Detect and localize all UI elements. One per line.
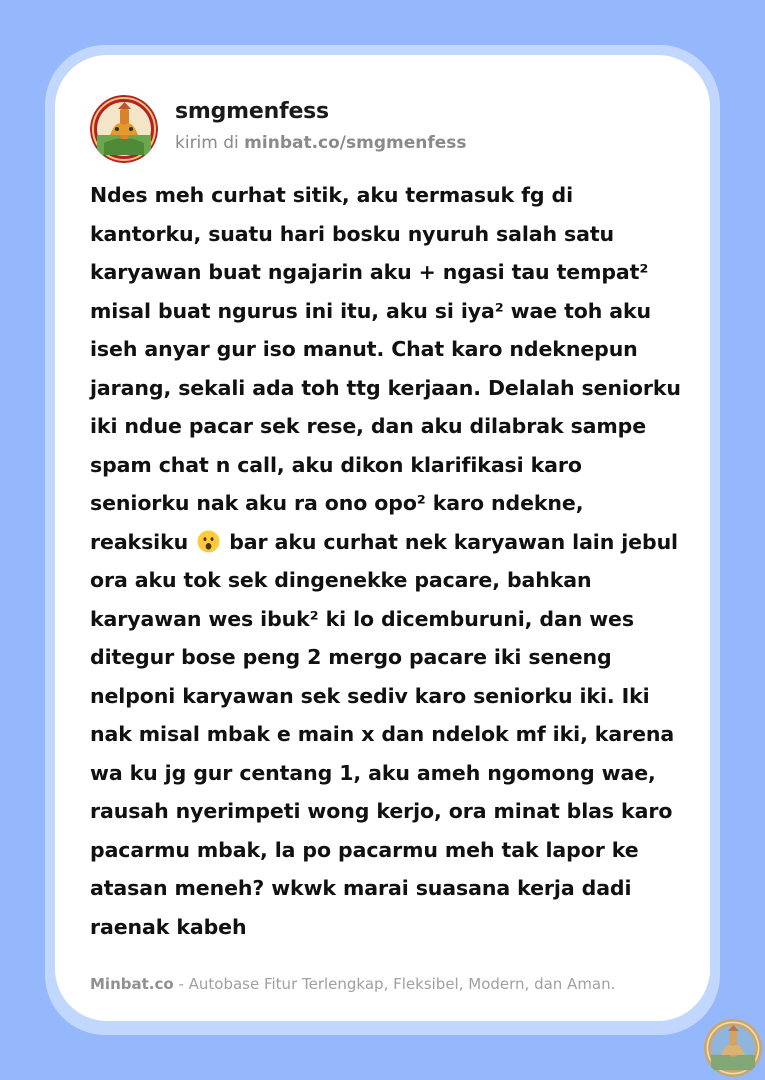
message-line: pacarmu mbak, la po pacarmu meh tak lapor ke <box>90 837 639 862</box>
message-line: nelponi karyawan sek sediv karo seniorku iki. Iki <box>90 683 650 708</box>
message-line: rausah nyerimpeti wong kerjo, ora minat blas karo <box>90 799 673 823</box>
message-line: ditegur bose peng 2 mergo pacare iki seneng <box>90 645 612 669</box>
message-line: wa ku jg gur centang 1, aku ameh ngomong wae, <box>90 760 656 785</box>
menfess-message <box>90 176 685 946</box>
minbat-link[interactable]: minbat.co/smgmenfess <box>244 133 467 153</box>
frowning-open-mouth-emoji <box>197 527 220 550</box>
message-line: spam chat n call, aku dikon klarifikasi karo <box>90 452 582 477</box>
footer-brand[interactable]: Minbat.co <box>90 975 174 993</box>
message-line: karyawan buat ngajarin aku + ngasi tau tempat² <box>90 260 649 284</box>
message-line: kantorku, suatu hari bosku nyuruh salah satu <box>90 221 615 246</box>
logo-watermark-icon <box>704 1019 762 1077</box>
message-line: ora aku tok sek dingenekke pacare, bahkan <box>90 568 592 592</box>
message-line: seniorku nak aku ra ono opo² karo ndekne, <box>90 491 584 515</box>
message-line-with-emoji <box>90 523 685 562</box>
message-line: misal buat ngurus ini itu, aku si iya² wae toh aku <box>90 298 652 323</box>
send-via-prefix: kirim di <box>175 133 245 153</box>
message-text: reaksiku <box>90 529 196 554</box>
message-line: nak misal mbak e main x dan ndelok mf iki, karena <box>90 722 675 746</box>
message-line: raenak kabeh <box>90 914 247 939</box>
send-via-line <box>175 133 467 153</box>
message-line: iseh anyar gur iso manut. Chat karo ndeknepun <box>90 337 638 361</box>
message-line: jarang, sekali ada toh ttg kerjaan. Delalah seniorku <box>90 375 681 400</box>
account-name[interactable]: smgmenfess <box>175 99 329 124</box>
message-line: Ndes meh curhat sitik, aku termasuk fg di <box>90 183 574 207</box>
message-line: karyawan wes ibuk² ki lo dicemburuni, dan wes <box>90 606 634 631</box>
message-text: bar aku curhat nek karyawan lain jebul <box>222 529 678 554</box>
footer-tagline <box>90 975 615 993</box>
logo-avatar-icon[interactable] <box>90 95 158 163</box>
message-line: iki ndue pacar sek rese, dan aku dilabrak sampe <box>90 414 647 438</box>
footer-text: - Autobase Fitur Terlengkap, Fleksibel, Modern, dan Aman. <box>173 975 616 993</box>
message-line: atasan meneh? wkwk marai suasana kerja dadi <box>90 876 632 900</box>
